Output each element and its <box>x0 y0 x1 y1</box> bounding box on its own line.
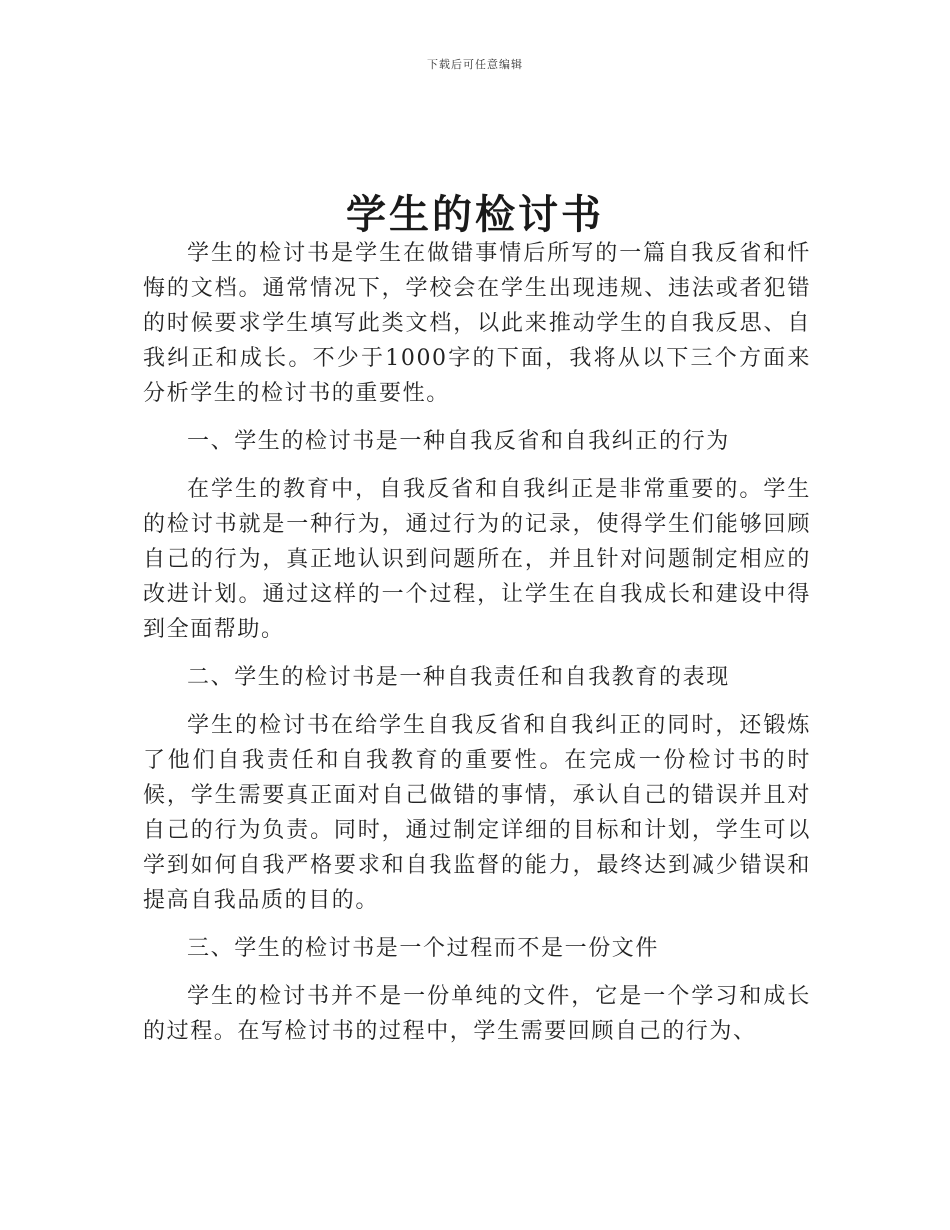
section-paragraph-1: 在学生的教育中，自我反省和自我纠正是非常重要的。学生的检讨书就是一种行为，通过行为的记录，使得学生们能够回顾自己的行为，真正地认识到问题所在，并且针对问题制定相应的改进计划。通过这样的一个过程，让学生在自我成长和建设中得到全面帮助。 <box>143 477 811 642</box>
document-title: 学生的检讨书 <box>346 190 604 238</box>
document-body <box>143 236 811 1062</box>
section-paragraph-3: 学生的检讨书并不是一份单纯的文件，它是一个学习和成长的过程。在写检讨书的过程中，学生需要回顾自己的行为、 <box>143 984 811 1044</box>
header-note: 下载后可任意编辑 <box>427 58 523 71</box>
section-paragraph-2: 学生的检讨书在给学生自我反省和自我纠正的同时，还锻炼了他们自我责任和自我教育的重要性。在完成一份检讨书的时候，学生需要真正面对自己做错的事情，承认自己的错误并且对自己的行为负责。同时，通过制定详细的目标和计划，学生可以学到如何自我严格要求和自我监督的能力，最终达到减少错误和提高自我品质的目的。 <box>143 713 811 913</box>
section-heading-3: 三、学生的检讨书是一个过程而不是一份文件 <box>187 936 660 961</box>
section-heading-2: 二、学生的检讨书是一种自我责任和自我教育的表现 <box>187 665 730 690</box>
intro-paragraph: 学生的检讨书是学生在做错事情后所写的一篇自我反省和忏悔的文档。通常情况下，学校会在学生出现违规、违法或者犯错的时候要求学生填写此类文档，以此来推动学生的自我反思、自我纠正和成长。不少于1000字的下面，我将从以下三个方面来分析学生的检讨书的重要性。 <box>143 241 811 406</box>
section-heading-1: 一、学生的检讨书是一种自我反省和自我纠正的行为 <box>187 429 730 454</box>
